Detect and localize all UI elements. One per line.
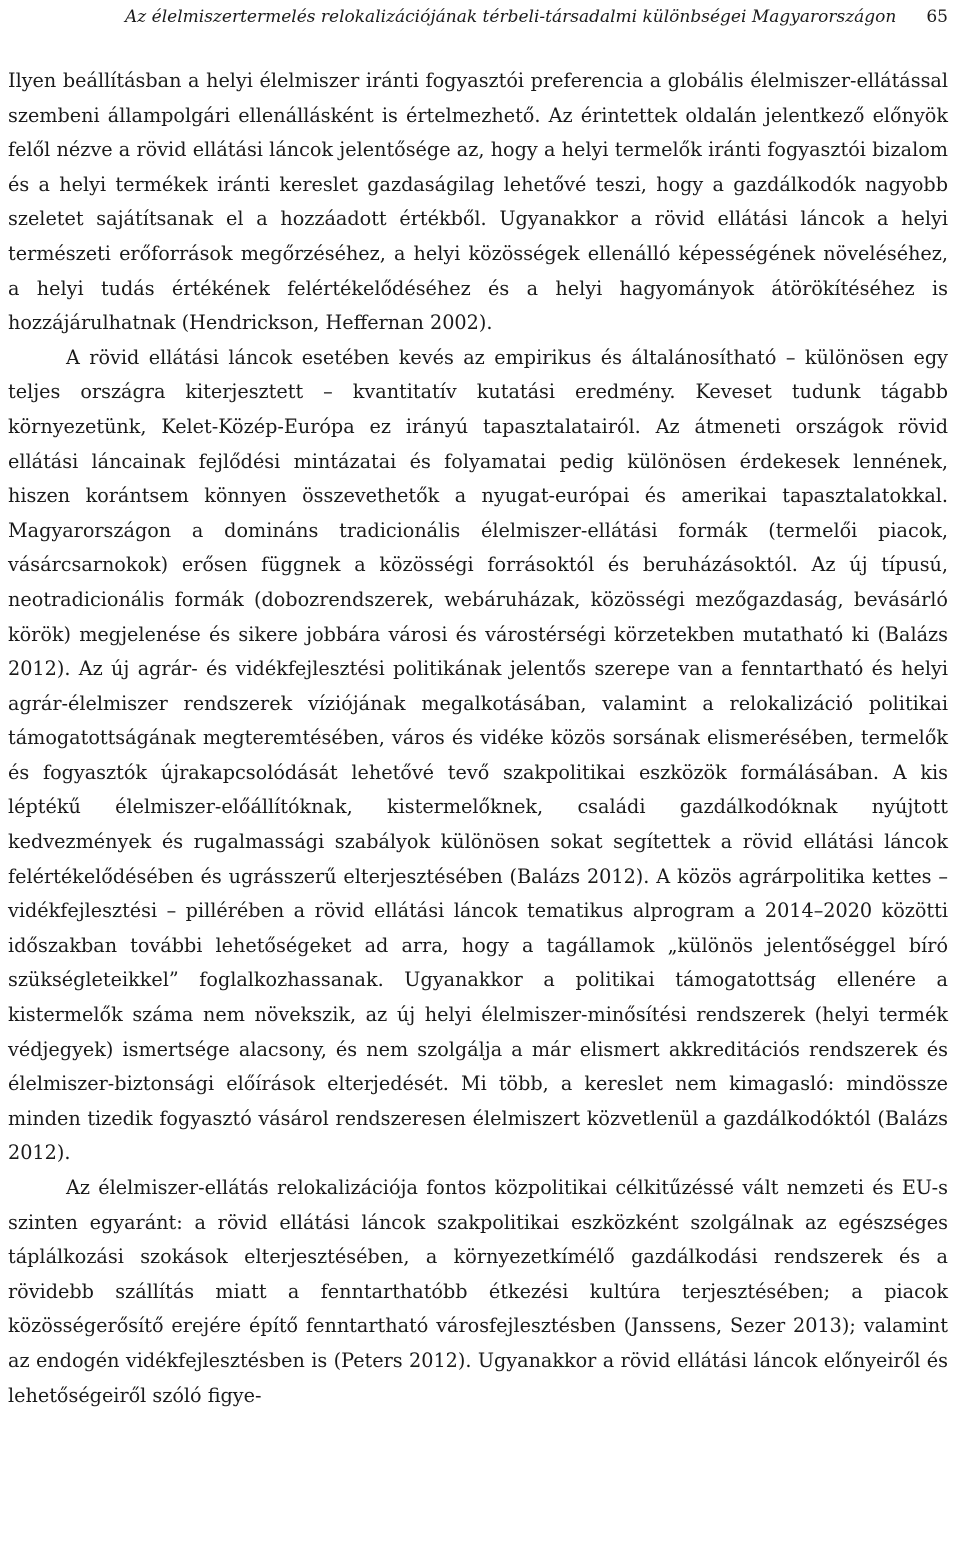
body-text xyxy=(8,64,948,1413)
page-number: 65 xyxy=(926,7,948,27)
paragraph-1: Ilyen beállításban a helyi élelmiszer iránti fogyasztói preferencia a globális élelmiszer-ellátással szembeni állampolgári ellenállásként is értelmezhető. Az érintettek oldalán jelentkező előnyök felől nézve a rövid ellátási láncok jelentősége az, hogy a helyi termelők iránti fogyasztói bizalom és a helyi termékek iránti kereslet gazdaságilag lehetővé teszi, hogy a gazdálkodók nagyobb szeletet sajátítsanak el a hozzáadott értékből. Ugyanakkor a rövid ellátási láncok a helyi természeti erőforrások megőrzéséhez, a helyi közösségek ellenálló képességének növeléséhez, a helyi tudás értékének felértékelődéséhez és a helyi hagyományok átörökítéséhez is hozzájárulhatnak (Hendrickson, Heffernan 2002). xyxy=(8,69,948,335)
paragraph-3: Az élelmiszer-ellátás relokalizációja fontos közpolitikai célkitűzéssé vált nemzeti és EU-s szinten egyaránt: a rövid ellátási láncok szakpolitikai eszközként szolgálnak az egészséges táplálkozási szokások elterjesztésében, a környezetkímélő gazdálkodási rendszerek és a rövidebb szállítás miatt a fenntarthatóbb étkezési kultúra terjesztésében; a piacok közösségerősítő erejére építő fenntartható városfejlesztésben (Janssens, Sezer 2013); valamint az endogén vidékfejlesztésben is (Peters 2012). Ugyanakkor a rövid ellátási láncok előnyeiről és lehetőségeiről szóló figye- xyxy=(8,1176,948,1407)
running-header xyxy=(8,4,948,30)
running-title: Az élelmiszertermelés relokalizációjának térbeli-társadalmi különbségei Magyarországon xyxy=(125,7,897,27)
paragraph-2: A rövid ellátási láncok esetében kevés az empirikus és általánosítható – különösen egy teljes országra kiterjesztett – kvantitatív kutatási eredmény. Keveset tudunk tágabb környezetünk, Kelet-Közép-Európa ez irányú tapasztalatairól. Az átmeneti országok rövid ellátási láncainak fejlődési mintázatai és folyamatai pedig különösen érdekesek lennének, hiszen korántsem könnyen összevethetők a nyugat-európai és amerikai tapasztalatokkal. Magyarországon a domináns tradicionális élelmiszer-ellátási formák (termelői piacok, vásárcsarnokok) erősen függnek a közösségi forrásoktól és beruházásoktól. Az új típusú, neotradicionális formák (dobozrendszerek, webáruházak, közösségi mezőgazdaság, bevásárló körök) megjelenése és sikere jobbára városi és várostérségi körzetekben mutatható ki (Balázs 2012). Az új agrár- és vidékfejlesztési politikának jelentős szerepe van a fenntartható és helyi agrár-élelmiszer rendszerek víziójának megalkotásában, valamint a relokalizáció politikai támogatottságának megteremtésében, város és vidéke közös sorsának elismerésében, termelők és fogyasztók újrakapcsolódását lehetővé tevő szakpolitikai eszközök formálásában. A kis léptékű élelmiszer-előállítóknak, kistermelőknek, családi gazdálkodóknak nyújtott kedvezmények és rugalmassági szabályok különösen sokat segítettek a rövid ellátási láncok felértékelődésében és ugrásszerű elterjesztésében (Balázs 2012). A közös agrárpolitika kettes – vidékfejlesztési – pillérében a rövid ellátási láncok tematikus alprogram a 2014–2020 közötti időszakban további lehetőségeket ad arra, hogy a tagállamok „különös jelentőséggel bíró szükségleteikkel” foglalkozhassanak. Ugyanakkor a politikai támogatottság ellenére a kistermelők száma nem növekszik, az új helyi élelmiszer-minősítési rendszerek (helyi termék védjegyek) ismertsége alacsony, és nem szolgálja a már elismert akkreditációs rendszerek és élelmiszer-biztonsági előírások elterjedését. Mi több, a kereslet nem kimagasló: mindössze minden tizedik fogyasztó vásárol rendszeresen élelmiszert közvetlenül a gazdálkodóktól (Balázs 2012). xyxy=(8,345,948,1165)
